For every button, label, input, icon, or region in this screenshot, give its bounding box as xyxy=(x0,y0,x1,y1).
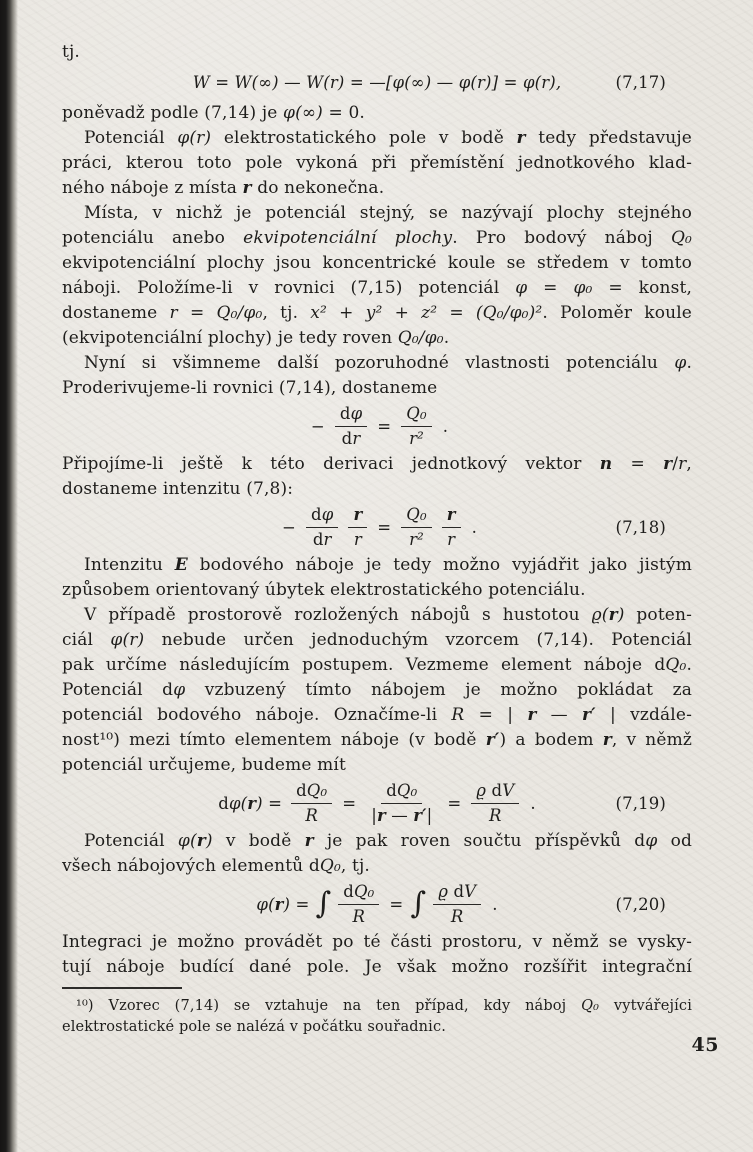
fraction-numerator xyxy=(306,505,338,528)
text-segment: Potenciál d xyxy=(62,680,174,700)
paragraph-potential-work xyxy=(62,126,692,201)
period: . xyxy=(471,517,477,537)
integral-sign: ∫ xyxy=(315,885,332,921)
footnote-rule xyxy=(62,987,182,989)
text-segment: d xyxy=(312,530,324,549)
text-segment: R xyxy=(451,705,465,725)
text-line xyxy=(62,728,692,753)
text-line xyxy=(62,829,692,854)
text-line xyxy=(62,301,692,326)
text-line xyxy=(62,578,692,603)
text-segment: , tj. xyxy=(340,856,370,876)
text-segment: od xyxy=(657,831,692,851)
text-line xyxy=(62,553,692,578)
fraction-denominator xyxy=(337,427,366,449)
text-line xyxy=(62,930,692,955)
fraction xyxy=(442,505,461,550)
text-segment: (ekvipotenciální plochy) je tedy roven xyxy=(62,328,398,348)
text-segment: | xyxy=(371,806,377,825)
fraction-numerator xyxy=(335,404,367,427)
page-number: 45 xyxy=(691,1034,719,1056)
text-segment: ) xyxy=(617,605,625,625)
text-segment: = | xyxy=(464,705,528,725)
text-segment: φ xyxy=(350,404,363,423)
text-line xyxy=(62,251,692,276)
text-segment: ϱ xyxy=(476,781,487,800)
text-line xyxy=(62,151,692,176)
fraction-denominator xyxy=(484,804,507,826)
equation-lhs xyxy=(218,794,282,814)
text-segment: potenciál bodového náboje. Označíme-li xyxy=(62,705,452,725)
fraction-numerator xyxy=(471,781,519,804)
text-segment: Q₀ xyxy=(319,856,341,876)
equation-derivative xyxy=(62,404,692,449)
text-segment: φ(r) xyxy=(177,128,212,148)
text-segment: φ xyxy=(674,353,687,373)
text-segment: φ = φ₀ xyxy=(515,278,593,298)
text-segment: n xyxy=(599,454,613,474)
text-segment: vzbuzený tímto nábojem je možno pokládat za xyxy=(185,680,692,700)
fraction-numerator xyxy=(338,882,379,905)
text-segment: — xyxy=(385,806,414,825)
text-segment: Q₀ xyxy=(406,505,427,524)
text-segment: d xyxy=(343,882,354,901)
text-segment: pak určíme následujícím postupem. Vezmeme element náboje d xyxy=(62,655,666,675)
text-segment: ) a bodem xyxy=(499,730,603,750)
text-segment: Q₀ xyxy=(306,781,328,800)
text-segment: r xyxy=(304,831,314,851)
footnote-line xyxy=(62,996,692,1017)
text-segment: ného náboje z místa xyxy=(62,178,243,198)
text-segment: ekvipotenciální plochy jsou koncentrické koule se středem v tomto xyxy=(62,253,692,273)
text-segment: Q₀ xyxy=(665,655,687,675)
paragraph-charge-density xyxy=(62,603,692,778)
text-segment: Q₀ xyxy=(406,404,427,423)
text-line xyxy=(62,126,692,151)
text-segment: d xyxy=(486,781,503,800)
text-segment: = konst, xyxy=(592,278,692,298)
text-segment: r xyxy=(323,530,332,549)
paragraph-integration xyxy=(62,930,692,980)
text-segment: R xyxy=(450,907,464,926)
text-segment: R xyxy=(489,806,502,825)
text-segment: r xyxy=(353,530,362,549)
text-segment: W = W(∞) — W(r) = —[φ(∞) — φ(r)] = φ(r), xyxy=(192,73,562,92)
text-segment: Integraci je možno provádět po té části prostoru, v němž se vysky- xyxy=(62,932,692,952)
fraction-denominator xyxy=(404,528,429,550)
text-segment: Q₀ xyxy=(581,998,600,1014)
text-segment: ) xyxy=(283,894,291,914)
text-segment: . xyxy=(686,655,692,675)
equation-number: (7,19) xyxy=(615,793,666,813)
period: . xyxy=(492,894,498,914)
text-segment: r′ xyxy=(485,730,500,750)
text-segment: r xyxy=(376,806,386,825)
fraction xyxy=(433,882,481,927)
text-segment: d xyxy=(339,404,351,423)
text-line xyxy=(62,603,692,628)
text-segment: V případě prostorově rozložených nábojů s hustotou xyxy=(84,605,592,625)
text-segment: . Poloměr koule xyxy=(542,303,692,323)
text-segment: d xyxy=(448,882,465,901)
text-segment: ¹⁰) Vzorec (7,14) se vztahuje na ten případ, kdy náboj xyxy=(76,998,582,1014)
fraction xyxy=(366,781,437,826)
text-segment: — xyxy=(536,705,583,725)
text-segment: φ xyxy=(321,505,334,524)
equals-sign: = xyxy=(377,517,392,537)
fraction xyxy=(401,404,431,449)
text-segment: d xyxy=(311,505,322,524)
text-segment: r xyxy=(446,505,456,524)
text-segment: r′ xyxy=(582,705,596,725)
equation-lhs xyxy=(256,895,309,915)
text-segment: r xyxy=(352,429,361,448)
text-line xyxy=(62,276,692,301)
text-line xyxy=(62,477,692,502)
text-line xyxy=(62,376,692,401)
text-line xyxy=(62,628,692,653)
integral-sign: ∫ xyxy=(410,885,427,921)
fraction xyxy=(401,505,431,550)
equation-7-19 xyxy=(62,781,692,826)
equals-sign: = xyxy=(377,416,392,436)
text-segment: φ xyxy=(173,680,186,700)
equation-7-18 xyxy=(62,505,692,550)
text-segment: dostaneme xyxy=(62,303,170,323)
equation-7-20 xyxy=(62,882,692,927)
paragraph-equipotential xyxy=(62,201,692,351)
text-segment: Proderivujeme-li rovnici (7,14), dostaneme xyxy=(62,378,438,398)
text-segment: E xyxy=(174,555,188,575)
text-segment: tj. xyxy=(62,42,80,62)
equation-7-17-body xyxy=(193,73,562,93)
text-line xyxy=(62,955,692,980)
text-segment: tují náboje budící dané pole. Je však možno rozšířit integrační xyxy=(62,957,692,977)
footnote-line xyxy=(62,1017,692,1038)
fraction-numerator xyxy=(381,781,422,804)
text-segment: tedy představuje xyxy=(525,128,692,148)
fraction-numerator xyxy=(442,505,461,528)
text-segment: ) xyxy=(256,793,263,813)
period: . xyxy=(442,416,449,436)
text-segment: φ(r) xyxy=(110,630,145,650)
text-segment: = xyxy=(612,454,664,474)
fraction-numerator xyxy=(401,404,431,427)
text-segment: Q₀ xyxy=(353,882,375,901)
fraction-denominator xyxy=(308,528,337,550)
text-segment: r xyxy=(663,454,673,474)
text-segment: náboji. Položíme-li v rovnici (7,15) potenciál xyxy=(62,278,516,298)
text-line xyxy=(62,703,692,728)
text-segment: φ(∞) xyxy=(283,103,323,123)
text-segment: všech nábojových elementů d xyxy=(62,856,320,876)
text-column xyxy=(62,40,692,1038)
text-line xyxy=(62,176,692,201)
fraction-denominator xyxy=(349,528,367,550)
fraction xyxy=(348,505,367,550)
text-segment: ekvipotenciální plochy xyxy=(243,228,453,248)
text-segment: R xyxy=(305,806,318,825)
text-segment: d xyxy=(296,781,307,800)
text-line xyxy=(62,753,692,778)
text-segment: r² xyxy=(409,530,424,549)
text-segment: ) xyxy=(205,831,213,851)
text-segment: r xyxy=(527,705,537,725)
text-segment: r xyxy=(242,178,252,198)
text-segment: Potenciál xyxy=(84,831,178,851)
intro-line xyxy=(62,40,692,65)
text-segment: r xyxy=(608,605,618,625)
text-segment: r = Q₀/φ₀ xyxy=(169,303,263,323)
text-segment: ciál xyxy=(62,630,111,650)
minus-sign: − xyxy=(282,517,296,537)
text-segment: | vzdále- xyxy=(595,705,692,725)
text-segment: nebude určen jednoduchým vzorcem (7,14). Potenciál xyxy=(144,630,692,650)
fraction xyxy=(306,505,338,550)
text-line xyxy=(62,201,692,226)
period: . xyxy=(530,793,536,813)
fraction xyxy=(335,404,367,449)
text-line xyxy=(62,226,692,251)
equation-number: (7,17) xyxy=(615,73,666,92)
paragraph-unit-vector xyxy=(62,452,692,502)
text-segment: φ( xyxy=(256,894,275,914)
text-segment: způsobem orientovaný úbytek elektrostatického potenciálu. xyxy=(62,580,586,600)
text-segment: d xyxy=(386,781,397,800)
text-segment: Q₀ xyxy=(670,228,692,248)
fraction-denominator xyxy=(366,804,437,826)
text-segment: , v němž xyxy=(611,730,692,750)
text-segment: r′ xyxy=(413,806,427,825)
fraction-numerator xyxy=(348,505,367,528)
equation-number: (7,18) xyxy=(615,517,666,537)
text-segment: , xyxy=(686,454,692,474)
text-line xyxy=(62,854,692,879)
text-segment: potenciál určujeme, budeme mít xyxy=(62,755,347,775)
equals-sign: = xyxy=(342,793,357,813)
text-segment: dostaneme intenzitu (7,8): xyxy=(62,479,294,499)
text-segment: | xyxy=(426,806,433,825)
equals-sign: = xyxy=(447,793,462,813)
fraction-denominator xyxy=(446,905,469,927)
text-segment: ϱ( xyxy=(591,605,609,625)
text-segment: r² xyxy=(409,429,424,448)
text-segment: ϱ xyxy=(438,882,449,901)
text-segment: v bodě xyxy=(212,831,305,851)
text-segment: nost¹⁰) mezi tímto elementem náboje (v bodě xyxy=(62,730,486,750)
text-segment: práci, kterou toto pole vykoná při přemístění jednotkového klad- xyxy=(62,153,692,173)
text-segment: r xyxy=(353,505,363,524)
fraction-numerator xyxy=(401,505,431,528)
text-segment: elektrostatického pole v bodě xyxy=(211,128,517,148)
text-segment: d xyxy=(218,793,229,813)
text-segment: r xyxy=(516,128,526,148)
fraction-denominator xyxy=(404,427,429,449)
text-segment: V xyxy=(464,882,477,901)
fraction-denominator xyxy=(442,528,460,550)
text-segment: , tj. xyxy=(262,303,311,323)
footnote xyxy=(62,996,692,1038)
text-segment: r xyxy=(247,793,257,813)
fraction xyxy=(471,781,519,826)
text-line xyxy=(62,326,692,351)
equation-7-17 xyxy=(62,68,692,98)
paragraph-sum-of-contributions xyxy=(62,829,692,879)
text-segment: poněvadž podle (7,14) je xyxy=(62,103,284,123)
equation-number: (7,20) xyxy=(615,894,666,914)
text-segment: r xyxy=(678,454,687,474)
text-line xyxy=(62,351,692,376)
text-segment: . Pro bodový náboj xyxy=(452,228,671,248)
text-segment: d xyxy=(341,429,353,448)
text-segment: bodového náboje je tedy možno vyjádřit jako jistým xyxy=(187,555,692,575)
text-segment: elektrostatické pole se nalézá v počátku souřadnic. xyxy=(62,1019,446,1035)
text-segment: x² + y² + z² = (Q₀/φ₀)² xyxy=(310,303,543,323)
text-segment: Intenzitu xyxy=(84,555,175,575)
text-line xyxy=(62,452,692,477)
text-segment: poten- xyxy=(624,605,693,625)
text-line xyxy=(62,101,692,126)
text-segment: V xyxy=(502,781,515,800)
text-segment: φ( xyxy=(228,793,248,813)
fraction-numerator xyxy=(433,882,481,905)
paragraph-intensity xyxy=(62,553,692,603)
text-segment: . xyxy=(686,353,692,373)
text-segment: r xyxy=(274,894,284,914)
text-segment: Potenciál xyxy=(84,128,178,148)
text-segment: φ( xyxy=(177,831,197,851)
text-line xyxy=(62,678,692,703)
fraction xyxy=(291,781,332,826)
fraction xyxy=(338,882,379,927)
text-segment: Q₀/φ₀ xyxy=(397,328,444,348)
text-segment: φ xyxy=(645,831,658,851)
text-segment: = xyxy=(290,894,310,914)
text-segment: Místa, v nichž je potenciál stejný, se nazývají plochy stejného xyxy=(84,203,692,223)
text-segment: Nyní si všimneme další pozoruhodné vlastnosti potenciálu xyxy=(84,353,675,373)
text-segment: r xyxy=(602,730,612,750)
fraction-denominator xyxy=(300,804,323,826)
text-line xyxy=(62,653,692,678)
text-segment: Q₀ xyxy=(396,781,418,800)
text-segment: Připojíme-li ještě k této derivaci jednotkový vektor xyxy=(62,454,600,474)
text-segment: do nekonečna. xyxy=(251,178,385,198)
paragraph-derivative-intro xyxy=(62,351,692,401)
text-segment: = xyxy=(262,793,283,813)
text-segment: / xyxy=(672,454,679,474)
equals-sign: = xyxy=(389,894,404,914)
text-segment: je pak roven součtu příspěvků d xyxy=(313,831,646,851)
text-segment: vytvářejíci xyxy=(599,998,692,1014)
text-segment: R xyxy=(352,907,366,926)
text-segment: = 0. xyxy=(322,103,365,123)
text-segment: r xyxy=(447,530,456,549)
text-segment: . xyxy=(443,328,450,348)
minus-sign: − xyxy=(310,416,325,436)
text-segment: potenciálu anebo xyxy=(62,228,244,248)
fraction-numerator xyxy=(291,781,332,804)
text-segment: r xyxy=(196,831,206,851)
fraction-denominator xyxy=(348,905,371,927)
book-gutter-shadow xyxy=(0,0,18,1152)
